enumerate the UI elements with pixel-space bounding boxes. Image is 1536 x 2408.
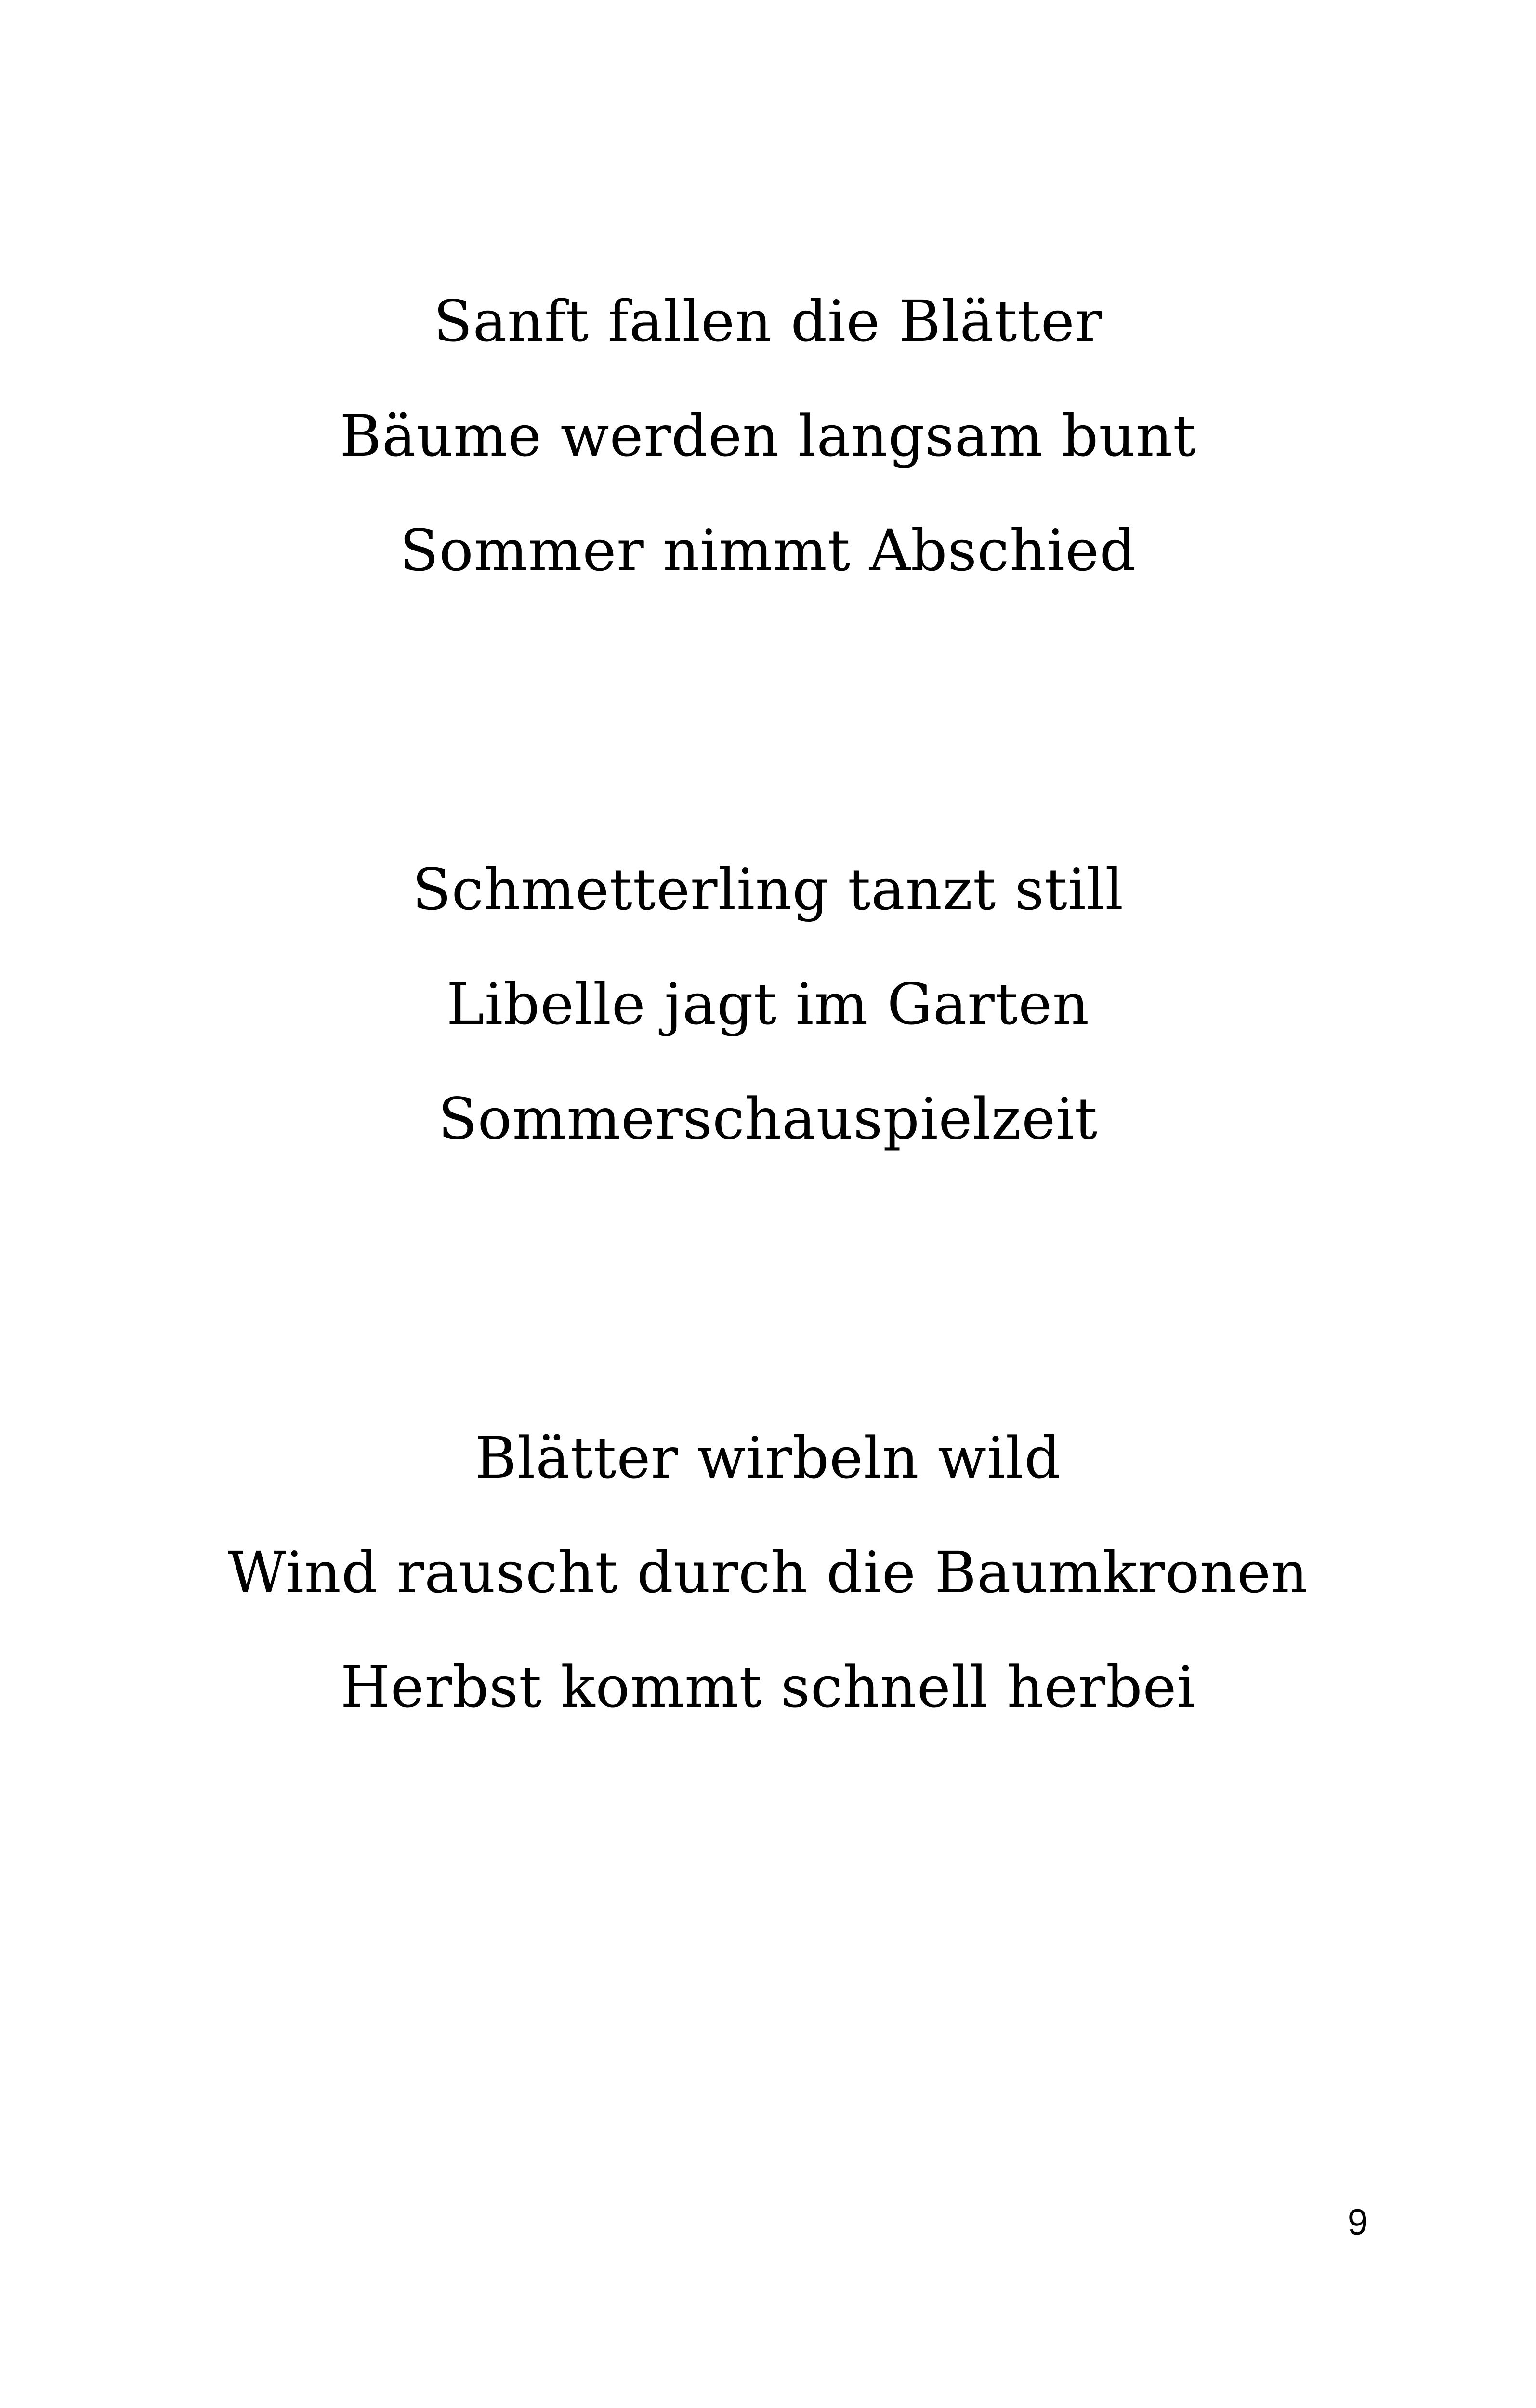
- poem-line: Wind rauscht durch die Baumkronen: [227, 1539, 1309, 1606]
- haiku-stanza: [0, 832, 1536, 1176]
- haiku-stanza: [0, 1400, 1536, 1744]
- poem-line: Sanft fallen die Blätter: [433, 288, 1103, 354]
- poem-line: Bäume werden langsam bunt: [340, 403, 1196, 469]
- poem-line: Sommerschauspielzeit: [438, 1086, 1098, 1152]
- poem-line: Schmetterling tanzt still: [412, 856, 1124, 923]
- page-number: 9: [1347, 2202, 1368, 2243]
- haiku-stanza: [0, 264, 1536, 608]
- poem-line: Herbst kommt schnell herbei: [340, 1654, 1196, 1720]
- poem-line: Blätter wirbeln wild: [474, 1425, 1062, 1491]
- poem-line: Sommer nimmt Abschied: [399, 517, 1137, 584]
- poem-line: Libelle jagt im Garten: [446, 971, 1090, 1037]
